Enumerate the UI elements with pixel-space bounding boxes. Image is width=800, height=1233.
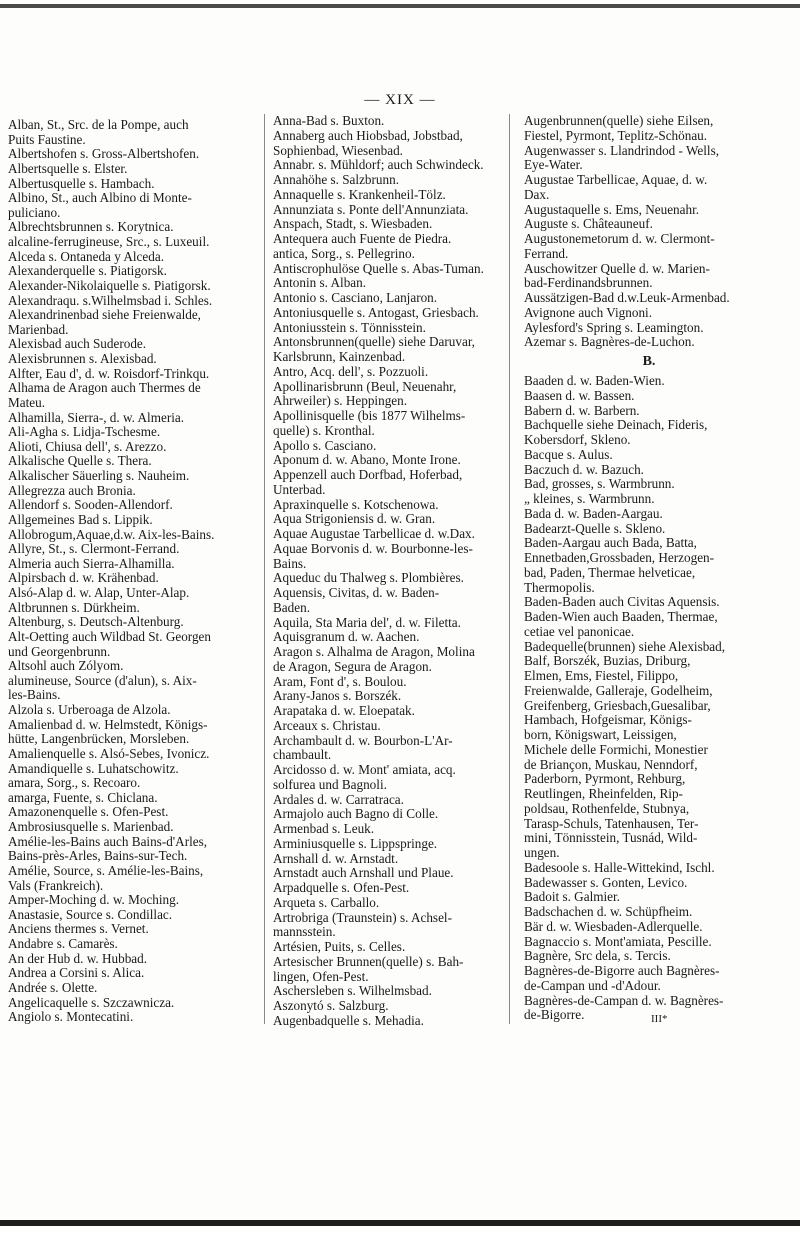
top-edge-rule xyxy=(0,4,800,8)
index-entry: solfurea und Bagnoli. xyxy=(273,776,387,792)
index-entry: Fiestel, Pyrmont, Teplitz-Schönau. xyxy=(524,127,708,143)
index-entry: Antro, Acq. dell', s. Pozzuoli. xyxy=(273,363,429,379)
index-entry: Alexanderquelle s. Piatigorsk. xyxy=(8,263,167,279)
index-entry: lingen, Ofen-Pest. xyxy=(273,968,369,984)
index-entry: Paderborn, Pyrmont, Rehburg, xyxy=(524,771,686,787)
index-entry: Sophienbad, Wiesenbad. xyxy=(273,142,403,158)
index-entry: Apollinarisbrunn (Beul, Neuenahr, xyxy=(273,378,457,394)
index-entry: Alkalische Quelle s. Thera. xyxy=(8,453,152,469)
index-entry: Alexisbrunnen s. Alexisbad. xyxy=(8,351,157,366)
index-entry: Amélie, Source, s. Amélie-les-Bains, xyxy=(8,862,204,878)
index-entry: Alpirsbach d. w. Krähenbad. xyxy=(8,570,159,586)
index-entry: Anastasie, Source s. Condillac. xyxy=(8,906,173,922)
index-entry: Aquila, Sta Maria del', d. w. Filetta. xyxy=(273,614,461,630)
index-entry: Annabr. s. Mühldorf; auch Schwindeck. xyxy=(273,157,484,173)
index-entry: Allegrezza auch Bronia. xyxy=(8,482,136,498)
index-entry: Anciens thermes s. Vernet. xyxy=(8,921,149,937)
index-entry: Antoniusstein s. Tönnisstein. xyxy=(273,319,426,335)
index-entry: Angelicaquelle s. Szczawnicza. xyxy=(8,994,175,1010)
index-entry: Antonsbrunnen(quelle) siehe Daruvar, xyxy=(273,334,475,350)
index-entry: Bada d. w. Baden-Aargau. xyxy=(524,505,663,521)
index-entry: Bagnères-de-Campan d. w. Bagnères- xyxy=(524,992,724,1008)
index-entry: Bacque s. Aulus. xyxy=(524,446,613,462)
index-entry: Ennetbaden,Grossbaden, Herzogen- xyxy=(524,550,715,565)
index-entry: Augenwasser s. Llandrindod - Wells, xyxy=(524,142,720,158)
index-entry: Arqueta s. Carballo. xyxy=(273,894,380,910)
index-entry: Almeria auch Sierra-Alhamilla. xyxy=(8,555,175,571)
index-entry: Bains. xyxy=(273,555,307,571)
index-entry: Tarasp-Schuls, Tatenhausen, Ter- xyxy=(524,815,699,831)
column-3 xyxy=(509,114,774,1024)
index-entry: Greifenberg, Griesbach,Guesalibar, xyxy=(524,697,711,713)
index-entry: Allobrogum,Aquae,d.w. Aix-les-Bains. xyxy=(8,526,215,542)
index-entry: Antequera auch Fuente de Piedra. xyxy=(273,231,452,246)
index-entry: mannsstein. xyxy=(273,924,336,940)
index-entry: Alsó-Alap d. w. Alap, Unter-Alap. xyxy=(8,585,190,600)
index-entry: Ardales d. w. Carratraca. xyxy=(273,791,404,807)
index-entry: Amazonenquelle s. Ofen-Pest. xyxy=(8,804,169,820)
index-entry: Eye-Water. xyxy=(524,157,583,173)
index-entry: Anna-Bad s. Buxton. xyxy=(273,113,385,128)
index-entry: Andabre s. Camarès. xyxy=(8,936,118,951)
index-entry: Allyre, St., s. Clermont-Ferrand. xyxy=(8,541,180,557)
index-entry: bad, Paden, Thermae helveticae, xyxy=(524,564,696,580)
index-entry: Alkalischer Säuerling s. Nauheim. xyxy=(8,468,190,483)
index-entry: Arpadquelle s. Ofen-Pest. xyxy=(273,880,410,895)
index-entry: Aquae Augustae Tarbellicae d. w.Dax. xyxy=(273,526,475,541)
index-entry: Augenbrunnen(quelle) siehe Eilsen, xyxy=(524,113,714,128)
index-entry: Alhamilla, Sierra-, d. w. Almeria. xyxy=(8,409,185,425)
index-entry: Altbrunnen s. Dürkheim. xyxy=(8,599,140,615)
index-entry: Augustonemetorum d. w. Clermont- xyxy=(524,231,715,246)
index-entry: Apollinisquelle (bis 1877 Wilhelms- xyxy=(273,408,466,423)
index-entry: Albertsquelle s. Elster. xyxy=(8,160,128,176)
column-1 xyxy=(8,118,253,1025)
index-entry: Albino, St., auch Albino di Monte- xyxy=(8,190,192,206)
index-entry: Altsohl auch Zólyom. xyxy=(8,658,124,674)
column-3-bottom-entries xyxy=(524,374,774,1023)
index-entry: Andrée s. Olette. xyxy=(8,979,98,995)
index-entry: bad-Ferdinandsbrunnen. xyxy=(524,275,653,291)
index-entry: puliciano. xyxy=(8,204,61,220)
index-entry: Apollo s. Casciano. xyxy=(273,437,377,453)
index-entry: Aylesford's Spring s. Leamington. xyxy=(524,319,704,335)
index-entry: Arminiusquelle s. Lippspringe. xyxy=(273,835,438,851)
index-entry: Andrea a Corsini s. Alica. xyxy=(8,965,145,981)
index-entry: Bagnaccio s. Mont'amiata, Pescille. xyxy=(524,933,712,949)
index-entry: Ahrweiler) s. Heppingen. xyxy=(273,393,408,409)
index-entry: antica, Sorg., s. Pellegrino. xyxy=(273,245,415,261)
index-entry: Aragon s. Alhalma de Aragon, Molina xyxy=(273,644,475,659)
index-entry: An der Hub d. w. Hubbad. xyxy=(8,950,148,966)
index-entry: Avignone auch Vignoni. xyxy=(524,304,653,320)
index-entry: Bär d. w. Wiesbaden-Adlerquelle. xyxy=(524,918,703,934)
section-heading-b: B. xyxy=(642,354,656,369)
index-entry: Babern d. w. Barbern. xyxy=(524,402,640,418)
index-entry: Badesoole s. Halle-Wittekind, Ischl. xyxy=(524,859,715,875)
index-entry: Arcidosso d. w. Mont' amiata, acq. xyxy=(273,762,456,777)
index-entry: mini, Tönnisstein, Tusnád, Wild- xyxy=(524,830,698,846)
index-entry: Armajolo auch Bagno di Colle. xyxy=(273,806,439,822)
index-entry: Antiscrophulöse Quelle s. Abas-Tuman. xyxy=(273,260,484,276)
index-entry: amara, Sorg., s. Recoaro. xyxy=(8,775,141,791)
index-entry: cetiae vel panonicae. xyxy=(524,623,635,639)
index-entry: Puits Faustine. xyxy=(8,131,86,147)
column-2 xyxy=(264,113,491,1028)
index-entry: Aqueduc du Thalweg s. Plombières. xyxy=(273,570,464,586)
index-entry: Arapataka d. w. Eloepatak. xyxy=(273,703,415,718)
index-entry: Marienbad. xyxy=(8,321,69,337)
index-entry: de Briançon, Muskau, Nenndorf, xyxy=(524,756,698,772)
index-entry: Artrobriga (Traunstein) s. Achsel- xyxy=(273,909,452,925)
index-entry: Aussätzigen-Bad d.w.Leuk-Armenbad. xyxy=(524,290,730,305)
index-entry: Vals (Frankreich). xyxy=(8,877,104,893)
index-entry: Thermopolis. xyxy=(524,579,595,595)
index-entry: de-Campan und -d'Adour. xyxy=(524,977,661,993)
column-3-top-entries xyxy=(524,114,774,350)
index-entry: Reutlingen, Rheinfelden, Rip- xyxy=(524,786,683,801)
index-entry: Alexandraqu. s.Wilhelmsbad i. Schles. xyxy=(8,292,213,308)
index-entry: Alfter, Eau d', d. w. Roisdorf-Trinkqu. xyxy=(8,365,210,381)
index-entry: Aszonytó s. Salzburg. xyxy=(273,998,389,1013)
index-entry: Badequelle(brunnen) siehe Alexisbad, xyxy=(524,638,726,654)
index-entry: Albrechtsbrunnen s. Korytnica. xyxy=(8,219,174,235)
index-entry: les-Bains. xyxy=(8,687,61,703)
index-entry: Allgemeines Bad s. Lippik. xyxy=(8,511,153,527)
index-entry: Alioti, Chiusa dell', s. Arezzo. xyxy=(8,438,167,454)
index-entry: chambault. xyxy=(273,747,332,763)
signature-mark: III* xyxy=(651,1013,668,1025)
index-entry: alumineuse, Source (d'alun), s. Aix- xyxy=(8,672,197,688)
index-entry: Ali-Agha s. Lidja-Tschesme. xyxy=(8,424,161,440)
index-entry: Aponum d. w. Abano, Monte Irone. xyxy=(273,452,461,468)
index-entry: Bagnères-de-Bigorre auch Bagnères- xyxy=(524,963,720,978)
index-entry: Ferrand. xyxy=(524,245,569,261)
index-entry: Apraxinquelle s. Kotschenowa. xyxy=(273,496,439,512)
index-entry: Aquensis, Civitas, d. w. Baden- xyxy=(273,585,440,600)
index-entry: Alban, St., Src. de la Pompe, auch xyxy=(8,117,189,132)
index-entry: Badearzt-Quelle s. Skleno. xyxy=(524,520,666,536)
index-entry: „ kleines, s. Warmbrunn. xyxy=(524,491,655,506)
index-entry: Auguste s. Châteauneuf. xyxy=(524,216,653,232)
index-entry: Freienwalde, Galleraje, Godelheim, xyxy=(524,682,713,698)
index-entry: hütte, Langenbrücken, Morsleben. xyxy=(8,731,190,747)
index-entry: alcaline-ferrugineuse, Src., s. Luxeuil. xyxy=(8,234,210,249)
index-entry: Angiolo s. Montecatini. xyxy=(8,1009,134,1025)
index-entry: Augenbadquelle s. Mehadia. xyxy=(273,1012,424,1028)
index-entry: Michele delle Formichi, Monestier xyxy=(524,741,708,757)
index-entry: Mateu. xyxy=(8,394,45,410)
index-entry: Badschachen d. w. Schüpfheim. xyxy=(524,904,693,919)
index-entry: Artesischer Brunnen(quelle) s. Bah- xyxy=(273,953,464,969)
index-entry: Badoit s. Galmier. xyxy=(524,889,620,905)
index-entry: Amélie-les-Bains auch Bains-d'Arles, xyxy=(8,833,208,849)
index-entry: amarga, Fuente, s. Chiclana. xyxy=(8,789,158,805)
index-entry: Antonio s. Casciano, Lanjaron. xyxy=(273,290,438,305)
index-entry: Amper-Moching d. w. Moching. xyxy=(8,892,180,908)
index-entry: Bagnère, Src dela, s. Tercis. xyxy=(524,948,671,964)
index-entry: Aqua Strigoniensis d. w. Gran. xyxy=(273,511,436,527)
index-entry: Archambault d. w. Bourbon-L'Ar- xyxy=(273,732,453,748)
index-entry: ungen. xyxy=(524,845,560,860)
index-entry: quelle) s. Kronthal. xyxy=(273,422,375,438)
index-entry: Baden-Baden auch Civitas Aquensis. xyxy=(524,594,720,610)
index-entry: Artésien, Puits, s. Celles. xyxy=(273,939,406,954)
index-entry: Auschowitzer Quelle d. w. Marien- xyxy=(524,260,710,276)
index-entry: Karlsbrunn, Kainzenbad. xyxy=(273,349,406,364)
index-entry: Arceaux s. Christau. xyxy=(273,717,381,733)
index-entry: Alexander-Nikolaiquelle s. Piatigorsk. xyxy=(8,277,211,293)
index-entry: Arnshall d. w. Arnstadt. xyxy=(273,850,399,866)
index-entry: Alhama de Aragon auch Thermes de xyxy=(8,380,201,396)
index-entry: Unterbad. xyxy=(273,481,326,497)
index-entry: Armenbad s. Leuk. xyxy=(273,821,375,836)
index-entry: Amalienbad d. w. Helmstedt, Königs- xyxy=(8,716,208,732)
index-entry: Antonin s. Alban. xyxy=(273,275,367,291)
index-entry: Alexandrinenbad siehe Freienwalde, xyxy=(8,307,201,323)
index-entry: Azemar s. Bagnères-de-Luchon. xyxy=(524,334,695,350)
index-entry: Anspach, Stadt, s. Wiesbaden. xyxy=(273,216,433,232)
index-entry: Baczuch d. w. Bazuch. xyxy=(524,461,644,477)
index-entry: Balf, Borszék, Buzias, Driburg, xyxy=(524,653,691,669)
index-entry: Altenburg, s. Deutsch-Altenburg. xyxy=(8,614,184,630)
index-entry: Alzola s. Urberoaga de Alzola. xyxy=(8,702,171,717)
index-entry: Alceda s. Ontaneda y Alceda. xyxy=(8,248,164,264)
index-entry: Baden-Aargau auch Bada, Batta, xyxy=(524,535,697,551)
index-entry: Aram, Font d', s. Boulou. xyxy=(273,673,407,689)
index-entry: Baden-Wien auch Baaden, Thermae, xyxy=(524,609,718,624)
index-entry: Amandiquelle s. Luhatschowitz. xyxy=(8,760,179,776)
index-entry: de Aragon, Segura de Aragon. xyxy=(273,658,432,674)
index-entry: Ambrosiusquelle s. Marienbad. xyxy=(8,819,174,834)
index-entry: Bad, grosses, s. Warmbrunn. xyxy=(524,476,675,492)
index-entry: Albertshofen s. Gross-Albertshofen. xyxy=(8,146,200,162)
index-entry: de-Bigorre. xyxy=(524,1007,585,1023)
index-entry: Alt-Oetting auch Wildbad St. Georgen xyxy=(8,628,211,644)
index-entry: Arany-Janos s. Borszék. xyxy=(273,688,402,704)
index-entry: Annahöhe s. Salzbrunn. xyxy=(273,172,399,187)
index-entry: Baden. xyxy=(273,599,310,615)
index-entry: born, Königswart, Leissigen, xyxy=(524,727,677,742)
index-entry: Augustae Tarbellicae, Aquae, d. w. xyxy=(524,172,708,187)
index-entry: Aquisgranum d. w. Aachen. xyxy=(273,629,420,645)
index-entry: Allendorf s. Sooden-Allendorf. xyxy=(8,497,173,513)
index-entry: Aquae Borvonis d. w. Bourbonne-les- xyxy=(273,540,473,556)
index-entry: Badewasser s. Gonten, Levico. xyxy=(524,874,688,890)
index-entry: Elmen, Ems, Fiestel, Filippo, xyxy=(524,668,679,683)
index-entry: Hambach, Hofgeismar, Königs- xyxy=(524,712,692,728)
index-entry: und Georgenbrunn. xyxy=(8,643,111,659)
index-entry: Kobersdorf, Skleno. xyxy=(524,432,631,447)
page-number-header: — XIX — xyxy=(364,92,436,108)
index-entry: Alexisbad auch Suderode. xyxy=(8,336,147,352)
index-entry: Annaquelle s. Krankenheil-Tölz. xyxy=(273,186,446,202)
index-entry: Amalienquelle s. Alsó-Sebes, Ivonicz. xyxy=(8,745,210,761)
index-entry: Annunziata s. Ponte dell'Annunziata. xyxy=(273,201,469,217)
index-entry: Dax. xyxy=(524,186,550,202)
index-entry: Baaden d. w. Baden-Wien. xyxy=(524,373,665,388)
index-entry: Augustaquelle s. Ems, Neuenahr. xyxy=(524,201,700,217)
index-entry: Antoniusquelle s. Antogast, Griesbach. xyxy=(273,304,479,320)
index-entry: Baasen d. w. Bassen. xyxy=(524,387,635,403)
index-entry: poldsau, Rothenfelde, Stubnya, xyxy=(524,800,690,816)
index-entry: Bains-près-Arles, Bains-sur-Tech. xyxy=(8,848,188,864)
index-entry: Aschersleben s. Wilhelmsbad. xyxy=(273,983,432,999)
index-entry: Albertusquelle s. Hambach. xyxy=(8,175,155,191)
index-entry: Annaberg auch Hiobsbad, Jobstbad, xyxy=(273,127,463,143)
index-entry: Arnstadt auch Arnshall und Plaue. xyxy=(273,865,454,881)
index-entry: Bachquelle siehe Deinach, Fideris, xyxy=(524,417,708,433)
index-entry: Appenzell auch Dorfbad, Hoferbad, xyxy=(273,467,463,482)
bottom-edge-rule xyxy=(0,1220,800,1226)
